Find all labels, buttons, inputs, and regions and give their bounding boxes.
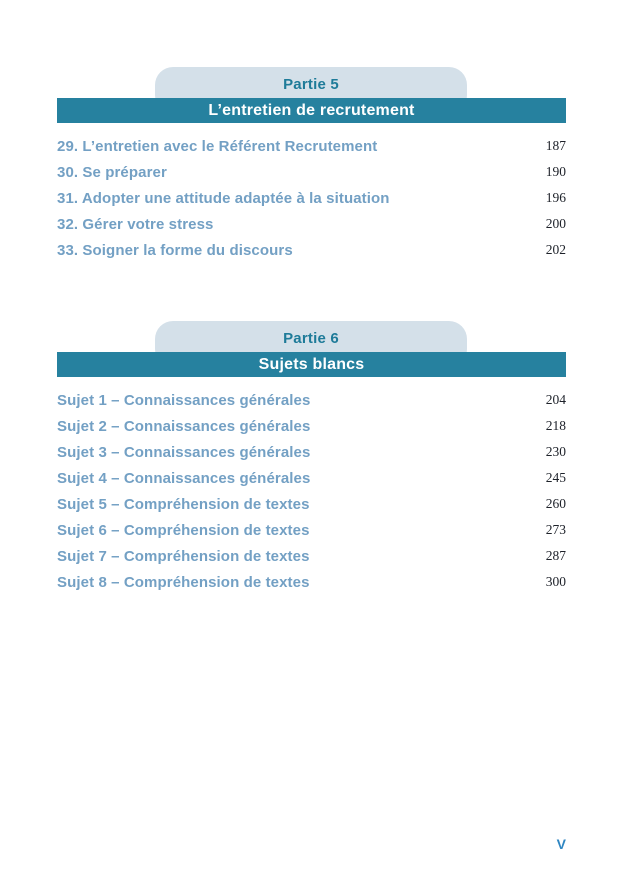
section-banner-title: L’entretien de recrutement — [208, 101, 415, 119]
toc-entry-label: Sujet 3 – Connaissances générales — [57, 443, 311, 461]
toc-row — [57, 133, 566, 159]
toc-entry-label: Sujet 7 – Compréhension de textes — [57, 547, 310, 565]
toc-entry-label: Sujet 5 – Compréhension de textes — [57, 495, 310, 513]
toc-entry-label: Sujet 1 – Connaissances générales — [57, 391, 311, 409]
toc-row — [57, 439, 566, 465]
toc-entry-page-number: 200 — [545, 216, 566, 231]
toc-entry-label: Sujet 6 – Compréhension de textes — [57, 521, 310, 539]
section-banner-title: Sujets blancs — [258, 355, 365, 373]
toc-entry-label: Sujet 2 – Connaissances générales — [57, 417, 311, 435]
toc-list-partie-6 — [57, 387, 566, 595]
toc-entry-page-number: 300 — [545, 574, 566, 589]
toc-entry-page-number: 218 — [545, 418, 566, 433]
toc-entry-page-number: 187 — [545, 138, 566, 153]
toc-row — [57, 211, 566, 237]
toc-row — [57, 237, 566, 263]
toc-entry-page-number: 230 — [545, 444, 566, 459]
toc-row — [57, 159, 566, 185]
part-label: Partie 5 — [283, 76, 339, 93]
toc-entry-label: 32. Gérer votre stress — [57, 215, 214, 233]
toc-entry-page-number: 202 — [545, 242, 566, 257]
toc-entry-page-number: 260 — [545, 496, 566, 511]
toc-entry-label: 31. Adopter une attitude adaptée à la situation — [57, 189, 390, 207]
toc-row — [57, 517, 566, 543]
toc-entry-page-number: 287 — [545, 548, 566, 563]
toc-entry-page-number: 245 — [545, 470, 566, 485]
toc-row — [57, 569, 566, 595]
toc-entry-label: Sujet 8 – Compréhension de textes — [57, 573, 310, 591]
toc-row — [57, 387, 566, 413]
toc-entry-label: 29. L’entretien avec le Référent Recrutement — [57, 137, 378, 155]
toc-row — [57, 185, 566, 211]
toc-entry-page-number: 196 — [545, 190, 566, 205]
toc-entry-label: 33. Soigner la forme du discours — [57, 241, 293, 259]
toc-entry-page-number: 204 — [545, 392, 566, 407]
toc-entry-label: Sujet 4 – Connaissances générales — [57, 469, 311, 487]
page-folio: V — [556, 836, 566, 852]
toc-row — [57, 543, 566, 569]
section-banner-entretien — [57, 98, 566, 123]
toc-row — [57, 491, 566, 517]
toc-entry-label: 30. Se préparer — [57, 163, 167, 181]
toc-row — [57, 465, 566, 491]
toc-row — [57, 413, 566, 439]
toc-entry-page-number: 190 — [545, 164, 566, 179]
section-banner-sujets-blancs — [57, 352, 566, 377]
toc-list-partie-5 — [57, 133, 566, 263]
part-label: Partie 6 — [283, 330, 339, 347]
toc-entry-page-number: 273 — [545, 522, 566, 537]
